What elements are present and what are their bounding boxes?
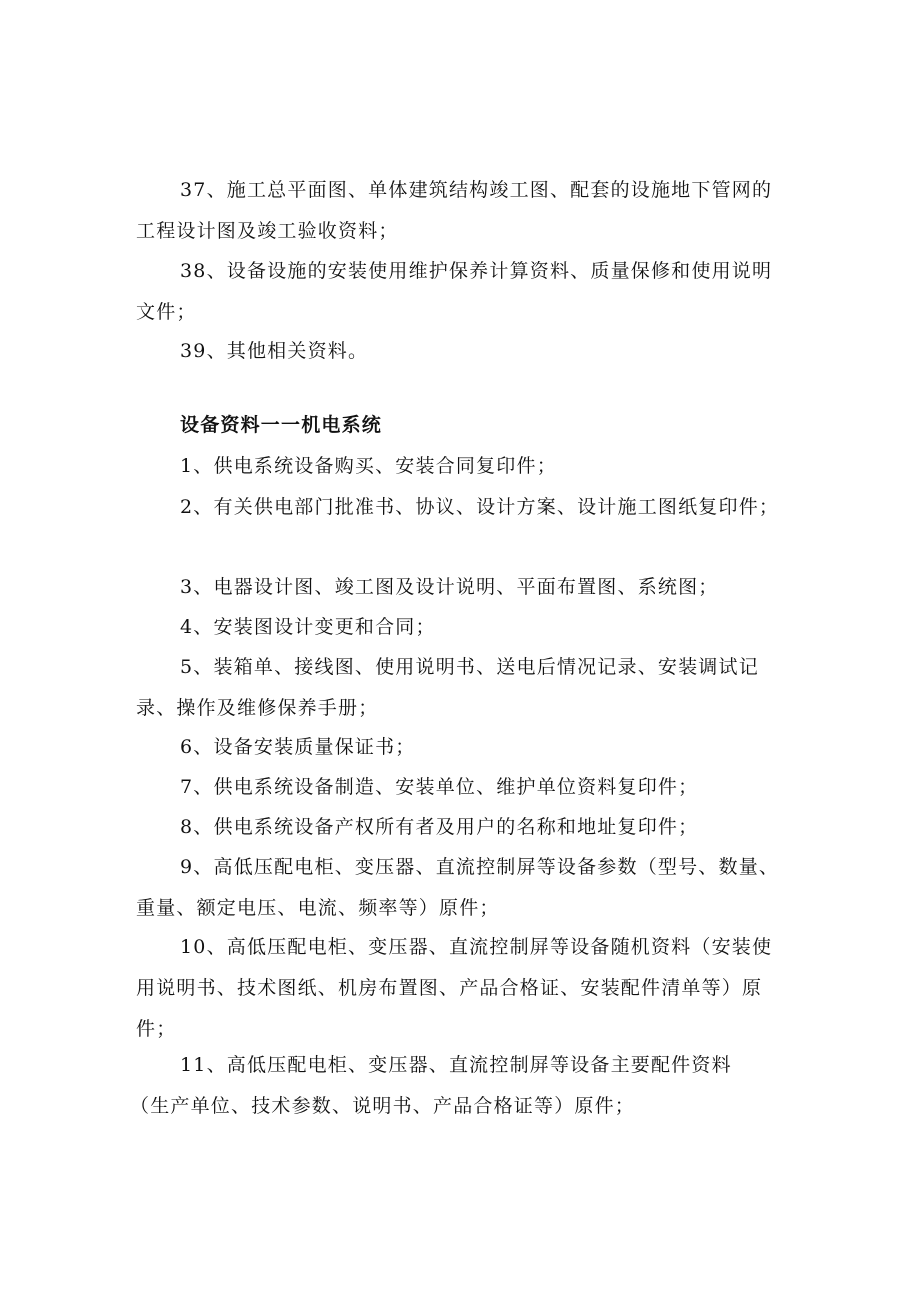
list-item-9: 9、高低压配电柜、变压器、直流控制屏等设备参数（型号、数量、重量、额定电压、电流、频率等）原件； (136, 856, 780, 919)
list-item-11-continuation: （生产单位、技术参数、说明书、产品合格证等）原件； (130, 1095, 636, 1117)
list-item-38: 38、设备设施的安装使用维护保养计算资料、质量保修和使用说明文件； (136, 260, 773, 323)
list-item-11: 11、高低压配电柜、变压器、直流控制屏等设备主要配件资料 (180, 1054, 732, 1076)
section-heading-mep: 设备资料一一机电系统 (180, 414, 383, 436)
list-item-3: 3、电器设计图、竣工图及设计说明、平面布置图、系统图； (180, 576, 719, 598)
list-item-5: 5、装箱单、接线图、使用说明书、送电后情况记录、安装调试记录、操作及维修保养手册； (136, 656, 759, 719)
list-item-1: 1、供电系统设备购买、安装合同复印件； (180, 455, 557, 477)
list-item-39: 39、其他相关资料。 (180, 340, 369, 362)
list-item-7: 7、供电系统设备制造、安装单位、维护单位资料复印件； (180, 776, 699, 798)
list-item-8: 8、供电系统设备产权所有者及用户的名称和地址复印件； (180, 816, 699, 838)
list-item-6: 6、设备安装质量保证书； (180, 736, 416, 758)
list-item-37: 37、施工总平面图、单体建筑结构竣工图、配套的设施地下管网的工程设计图及竣工验收资料； (136, 179, 773, 242)
list-item-4: 4、安装图设计变更和合同； (180, 616, 436, 638)
list-item-10: 10、高低压配电柜、变压器、直流控制屏等设备随机资料（安装使用说明书、技术图纸、机房布置图、产品合格证、安装配件清单等）原件； (136, 936, 773, 1040)
list-item-2: 2、有关供电部门批准书、协议、设计方案、设计施工图纸复印件； (180, 496, 780, 518)
